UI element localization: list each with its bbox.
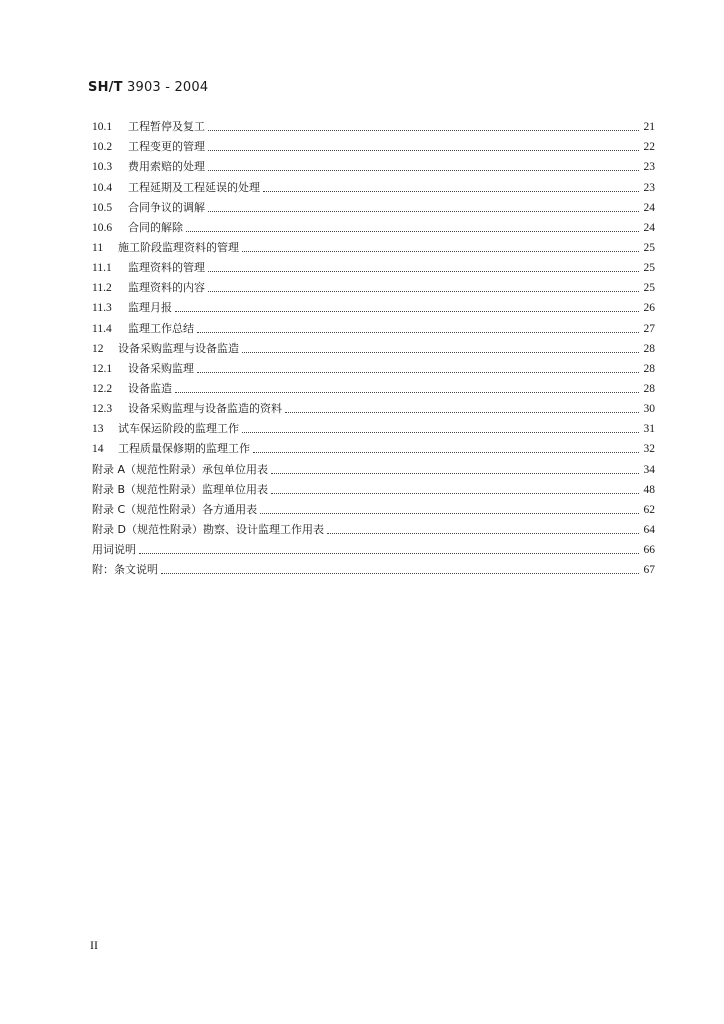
- toc-entry[interactable]: [92, 195, 655, 215]
- toc-entry-number: 12.2: [92, 382, 113, 395]
- toc-entry[interactable]: [92, 174, 655, 194]
- toc-entry-title: 施工阶段监理资料的管理: [118, 240, 239, 254]
- toc-entry-page: 30: [643, 403, 655, 416]
- toc-entry-title: 费用索赔的处理: [128, 160, 205, 174]
- toc-entry-number: 11.2: [92, 282, 112, 295]
- toc-entry-page: 48: [643, 483, 655, 496]
- toc-entry-number: 12: [92, 342, 104, 355]
- toc-entry[interactable]: [92, 557, 655, 577]
- toc-entry-page: 62: [643, 503, 655, 516]
- document-header: [88, 80, 208, 95]
- toc-entry-title: 工程暂停及复工: [128, 120, 205, 134]
- toc-entry-number: 10.5: [92, 201, 113, 214]
- toc-entry-title: 工程变更的管理: [128, 140, 205, 154]
- toc-entry[interactable]: [92, 497, 655, 517]
- toc-entry-title: 监理资料的内容: [128, 281, 205, 295]
- toc-leader-dots: [285, 412, 639, 413]
- toc-entry[interactable]: [92, 517, 655, 537]
- toc-entry-title: 工程延期及工程延误的处理: [128, 180, 260, 194]
- toc-leader-dots: [208, 211, 639, 212]
- toc-entry-page: 22: [643, 141, 655, 154]
- toc-entry-page: 25: [643, 262, 655, 275]
- toc-leader-dots: [271, 493, 639, 494]
- toc-entry-title: 用词说明: [92, 543, 136, 557]
- toc-entry-title: 设备采购监理与设备监造: [118, 341, 239, 355]
- toc-entry-title: 监理工作总结: [128, 321, 194, 335]
- toc-entry[interactable]: [92, 134, 655, 154]
- toc-leader-dots: [208, 271, 639, 272]
- toc-entry[interactable]: [92, 114, 655, 134]
- toc-entry-title: 附录 D（规范性附录）勘察、设计监理工作用表: [92, 522, 324, 536]
- toc-entry[interactable]: [92, 235, 655, 255]
- toc-entry-number: 10.1: [92, 121, 113, 134]
- toc-entry-page: 67: [643, 564, 655, 577]
- toc-leader-dots: [208, 291, 639, 292]
- toc-entry-title: 监理月报: [128, 301, 172, 315]
- toc-leader-dots: [242, 251, 639, 252]
- toc-leader-dots: [161, 573, 639, 574]
- toc-leader-dots: [208, 130, 639, 131]
- toc-entry-page: 28: [643, 362, 655, 375]
- toc-entry-page: 32: [643, 443, 655, 456]
- toc-leader-dots: [197, 332, 639, 333]
- toc-entry-page: 34: [643, 463, 655, 476]
- toc-leader-dots: [208, 170, 639, 171]
- toc-leader-dots: [175, 311, 639, 312]
- toc-entry-title: 附录 A（规范性附录）承包单位用表: [92, 462, 269, 476]
- toc-leader-dots: [263, 191, 639, 192]
- toc-entry-page: 66: [643, 544, 655, 557]
- toc-entry[interactable]: [92, 336, 655, 356]
- toc-entry[interactable]: [92, 315, 655, 335]
- toc-entry-title: 监理资料的管理: [128, 261, 205, 275]
- toc-entry-title: 工程质量保修期的监理工作: [118, 442, 250, 456]
- toc-entry-title: 设备监造: [128, 381, 172, 395]
- table-of-contents: [92, 114, 655, 577]
- toc-leader-dots: [260, 513, 639, 514]
- toc-leader-dots: [242, 432, 639, 433]
- toc-leader-dots: [271, 473, 639, 474]
- toc-entry-page: 23: [643, 161, 655, 174]
- toc-entry[interactable]: [92, 215, 655, 235]
- toc-entry-number: 10.6: [92, 221, 113, 234]
- toc-entry-number: 10.3: [92, 161, 113, 174]
- toc-entry[interactable]: [92, 295, 655, 315]
- toc-entry-title: 合同争议的调解: [128, 200, 205, 214]
- toc-entry[interactable]: [92, 255, 655, 275]
- toc-leader-dots: [327, 533, 639, 534]
- toc-entry[interactable]: [92, 275, 655, 295]
- toc-entry-page: 31: [643, 423, 655, 436]
- toc-entry-number: 10.4: [92, 181, 113, 194]
- toc-entry-page: 28: [643, 382, 655, 395]
- toc-entry-page: 24: [643, 221, 655, 234]
- toc-entry[interactable]: [92, 396, 655, 416]
- toc-leader-dots: [253, 452, 639, 453]
- toc-entry-page: 26: [643, 302, 655, 315]
- toc-leader-dots: [186, 231, 639, 232]
- toc-entry-number: 11.1: [92, 262, 112, 275]
- toc-entry-page: 23: [643, 181, 655, 194]
- toc-entry-title: 试车保运阶段的监理工作: [118, 422, 239, 436]
- toc-entry-title: 附录 C（规范性附录）各方通用表: [92, 502, 258, 516]
- toc-entry-page: 24: [643, 201, 655, 214]
- toc-entry-page: 28: [643, 342, 655, 355]
- toc-entry-number: 14: [92, 443, 104, 456]
- toc-entry-title: 设备采购监理: [128, 361, 194, 375]
- toc-entry-number: 12.1: [92, 362, 113, 375]
- toc-entry-title: 附录 B（规范性附录）监理单位用表: [92, 482, 269, 496]
- toc-entry-number: 11.4: [92, 322, 112, 335]
- toc-entry[interactable]: [92, 477, 655, 497]
- page-number: II: [90, 938, 98, 952]
- toc-entry-number: 13: [92, 423, 104, 436]
- toc-entry-number: 11.3: [92, 302, 112, 315]
- toc-entry-number: 11: [92, 241, 104, 254]
- toc-entry-page: 27: [643, 322, 655, 335]
- toc-entry[interactable]: [92, 537, 655, 557]
- toc-entry[interactable]: [92, 416, 655, 436]
- toc-entry-title: 合同的解除: [128, 220, 183, 234]
- standard-number: 3903 - 2004: [127, 80, 209, 95]
- toc-entry-page: 21: [643, 121, 655, 134]
- toc-leader-dots: [208, 150, 639, 151]
- toc-entry-number: 12.3: [92, 403, 113, 416]
- toc-entry[interactable]: [92, 154, 655, 174]
- toc-entry-page: 25: [643, 241, 655, 254]
- toc-entry-title: 设备采购监理与设备监造的资料: [128, 402, 282, 416]
- toc-leader-dots: [175, 392, 639, 393]
- toc-entry[interactable]: [92, 356, 655, 376]
- toc-entry-page: 25: [643, 282, 655, 295]
- toc-entry[interactable]: [92, 376, 655, 396]
- toc-entry-number: 10.2: [92, 141, 113, 154]
- toc-entry-page: 64: [643, 523, 655, 536]
- standard-code: SH/T: [88, 80, 123, 95]
- toc-entry[interactable]: [92, 456, 655, 476]
- toc-leader-dots: [197, 372, 639, 373]
- toc-leader-dots: [242, 352, 639, 353]
- toc-entry[interactable]: [92, 436, 655, 456]
- toc-entry-title: 附：条文说明: [92, 563, 158, 577]
- toc-leader-dots: [139, 553, 639, 554]
